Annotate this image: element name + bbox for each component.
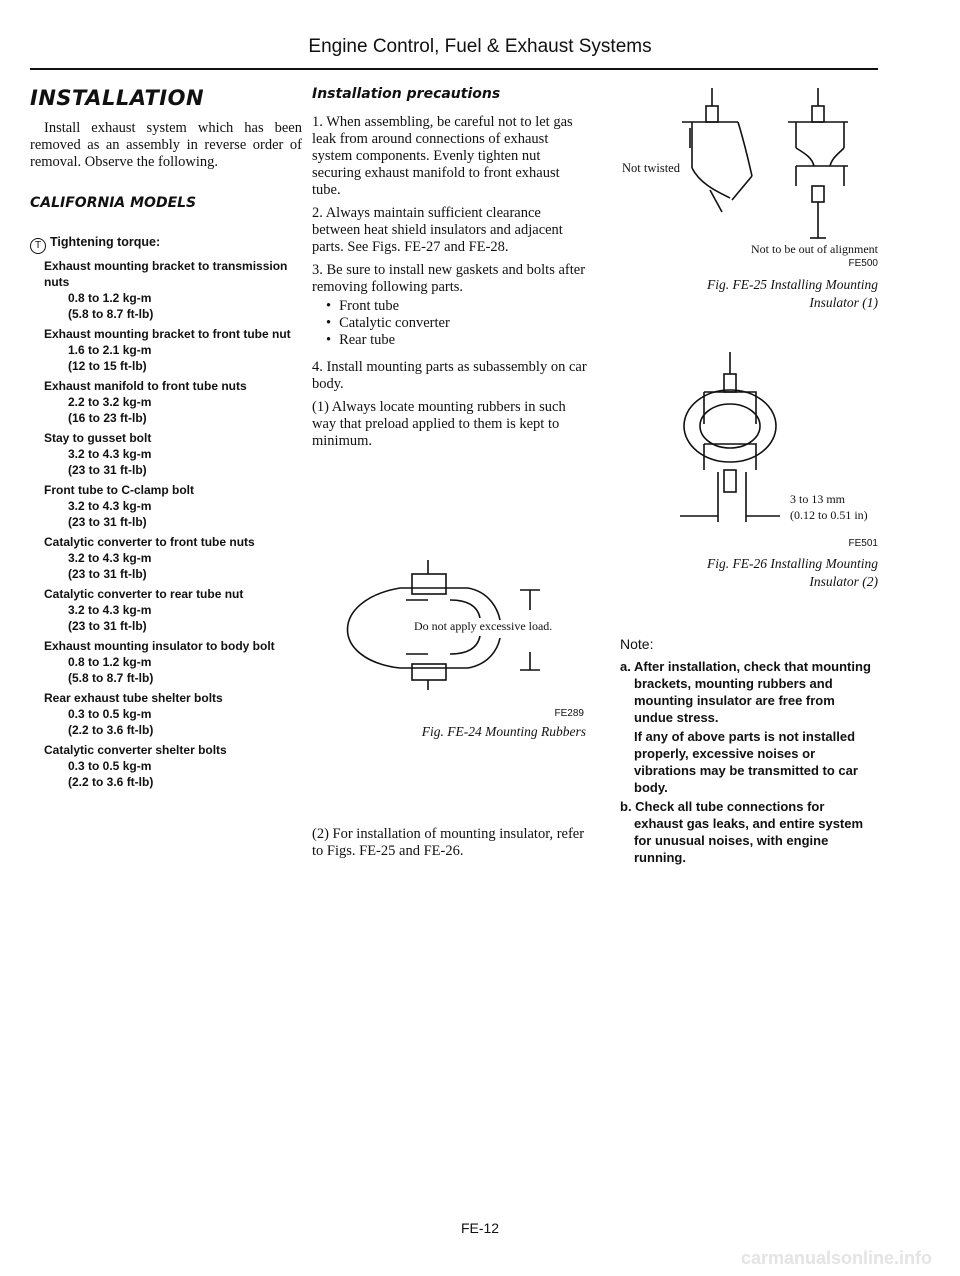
- installation-heading: INSTALLATION: [30, 86, 205, 110]
- precautions-heading: Installation precautions: [312, 86, 501, 102]
- torque-spec-label: Exhaust mounting bracket to front tube nut: [44, 327, 291, 341]
- torque-spec-item: [44, 430, 302, 478]
- torque-spec-imperial: (23 to 31 ft-lb): [68, 619, 147, 633]
- fig25-label-not-twisted: Not twisted: [622, 161, 680, 175]
- watermark: carmanualsonline.info: [740, 1248, 932, 1268]
- note-heading: Note:: [620, 636, 654, 652]
- torque-spec-metric: 0.3 to 0.5 kg-m: [68, 759, 152, 773]
- fig26-dimension-in: (0.12 to 0.51 in): [790, 508, 868, 522]
- torque-spec-item: [44, 482, 302, 530]
- torque-spec-metric: 0.3 to 0.5 kg-m: [68, 707, 152, 721]
- torque-spec-label: Front tube to C-clamp bolt: [44, 483, 194, 497]
- torque-heading: [30, 235, 302, 254]
- note-item-a: a. After installation, check that mounting brackets, mounting rubbers and mounting insulator are free from undue stress.: [620, 659, 871, 725]
- torque-spec-metric: 0.8 to 1.2 kg-m: [68, 291, 152, 305]
- installing-mounting-insulator-2-figure: [660, 352, 800, 522]
- california-heading: CALIFORNIA MODELS: [30, 195, 197, 211]
- torque-spec-item: [44, 586, 302, 634]
- left-column: [30, 86, 302, 794]
- torque-spec-imperial: (5.8 to 8.7 ft-lb): [68, 671, 154, 685]
- torque-spec-imperial: (5.8 to 8.7 ft-lb): [68, 307, 154, 321]
- torque-spec-metric: 0.8 to 1.2 kg-m: [68, 655, 152, 669]
- precaution-item-1: 1. When assembling, be careful not to let gas leak from around connections of exhaust system components. Evenly tighten nut securing exhaust manifold to front exhaust tube.: [312, 114, 573, 198]
- fig26-caption-line1: Fig. FE-26 Installing Mounting: [707, 556, 878, 571]
- torque-spec-item: [44, 258, 302, 322]
- torque-spec-item: [44, 638, 302, 686]
- torque-spec-metric: 3.2 to 4.3 kg-m: [68, 603, 152, 617]
- precaution-item-4-2: (2) For installation of mounting insulator, refer to Figs. FE-25 and FE-26.: [312, 826, 585, 859]
- torque-spec-label: Rear exhaust tube shelter bolts: [44, 691, 223, 705]
- precaution-item-2: 2. Always maintain sufficient clearance between heat shield insulators and adjacent parts. See Figs. FE-27 and FE-28.: [312, 205, 563, 255]
- torque-spec-item: [44, 326, 302, 374]
- list-item: • Rear tube: [326, 332, 588, 349]
- page-header-title: Engine Control, Fuel & Exhaust Systems: [308, 36, 652, 57]
- torque-spec-label: Catalytic converter to rear tube nut: [44, 587, 244, 601]
- torque-spec-imperial: (23 to 31 ft-lb): [68, 463, 147, 477]
- parts-list: [312, 298, 588, 349]
- precaution-item-4: 4. Install mounting parts as subassembly on car body.: [312, 359, 587, 392]
- torque-heading-text: Tightening torque:: [50, 235, 161, 249]
- fig25-caption-line1: Fig. FE-25 Installing Mounting: [707, 277, 878, 292]
- torque-spec-item: [44, 378, 302, 426]
- note-item-a-continued: If any of above parts is not installed properly, excessive noises or vibrations may be transmitted to car body.: [634, 729, 858, 795]
- torque-spec-metric: 3.2 to 4.3 kg-m: [68, 551, 152, 565]
- torque-spec-metric: 3.2 to 4.3 kg-m: [68, 447, 152, 461]
- torque-spec-label: Exhaust mounting bracket to transmission nuts: [44, 259, 288, 289]
- precaution-item-4-1: (1) Always locate mounting rubbers in such way that preload applied to them is kept to minimum.: [312, 399, 566, 449]
- torque-spec-list: [30, 258, 302, 790]
- middle-column: [312, 86, 588, 456]
- torque-spec-metric: 2.2 to 3.2 kg-m: [68, 395, 152, 409]
- torque-spec-item: [44, 690, 302, 738]
- precautions-body: [312, 114, 588, 450]
- fig24-label: Do not apply excessive load.: [414, 619, 553, 633]
- torque-spec-imperial: (23 to 31 ft-lb): [68, 515, 147, 529]
- torque-spec-item: [44, 742, 302, 790]
- installation-intro: Install exhaust system which has been removed as an assembly in reverse order of removal. Observe the following.: [30, 120, 302, 170]
- torque-spec-imperial: (16 to 23 ft-lb): [68, 411, 147, 425]
- torque-spec-label: Exhaust mounting insulator to body bolt: [44, 639, 275, 653]
- torque-spec-label: Stay to gusset bolt: [44, 431, 152, 445]
- torque-spec-metric: 3.2 to 4.3 kg-m: [68, 499, 152, 513]
- note-item-b: b. Check all tube connections for exhaust gas leaks, and entire system for unusual noises, with engine running.: [620, 799, 864, 865]
- torque-spec-label: Catalytic converter shelter bolts: [44, 743, 227, 757]
- torque-spec-imperial: (2.2 to 3.6 ft-lb): [68, 723, 154, 737]
- header-rule: [30, 68, 878, 70]
- torque-spec-imperial: (23 to 31 ft-lb): [68, 567, 147, 581]
- page-number: FE-12: [460, 1220, 500, 1236]
- fig25-label-alignment: Not to be out of alignment: [751, 242, 878, 256]
- torque-spec-item: [44, 534, 302, 582]
- note-block: [620, 636, 872, 866]
- precaution-item-3: 3. Be sure to install new gaskets and bolts after removing following parts.: [312, 262, 586, 295]
- fig25-caption-line2: Insulator (1): [809, 295, 878, 310]
- fig24-code: FE289: [554, 708, 584, 719]
- fig24-caption: Fig. FE-24 Mounting Rubbers: [421, 724, 586, 739]
- fig26-dimension-mm: 3 to 13 mm: [790, 492, 846, 506]
- list-item: • Catalytic converter: [326, 315, 588, 332]
- list-item: • Front tube: [326, 298, 588, 315]
- torque-icon: T: [30, 238, 46, 254]
- torque-spec-imperial: (12 to 15 ft-lb): [68, 359, 147, 373]
- fig26-caption-line2: Insulator (2): [809, 574, 878, 589]
- fig25-code: FE500: [848, 258, 878, 269]
- torque-spec-imperial: (2.2 to 3.6 ft-lb): [68, 775, 154, 789]
- torque-spec-label: Exhaust manifold to front tube nuts: [44, 379, 247, 393]
- fig26-code: FE501: [848, 538, 878, 549]
- torque-spec-label: Catalytic converter to front tube nuts: [44, 535, 255, 549]
- torque-spec-metric: 1.6 to 2.1 kg-m: [68, 343, 152, 357]
